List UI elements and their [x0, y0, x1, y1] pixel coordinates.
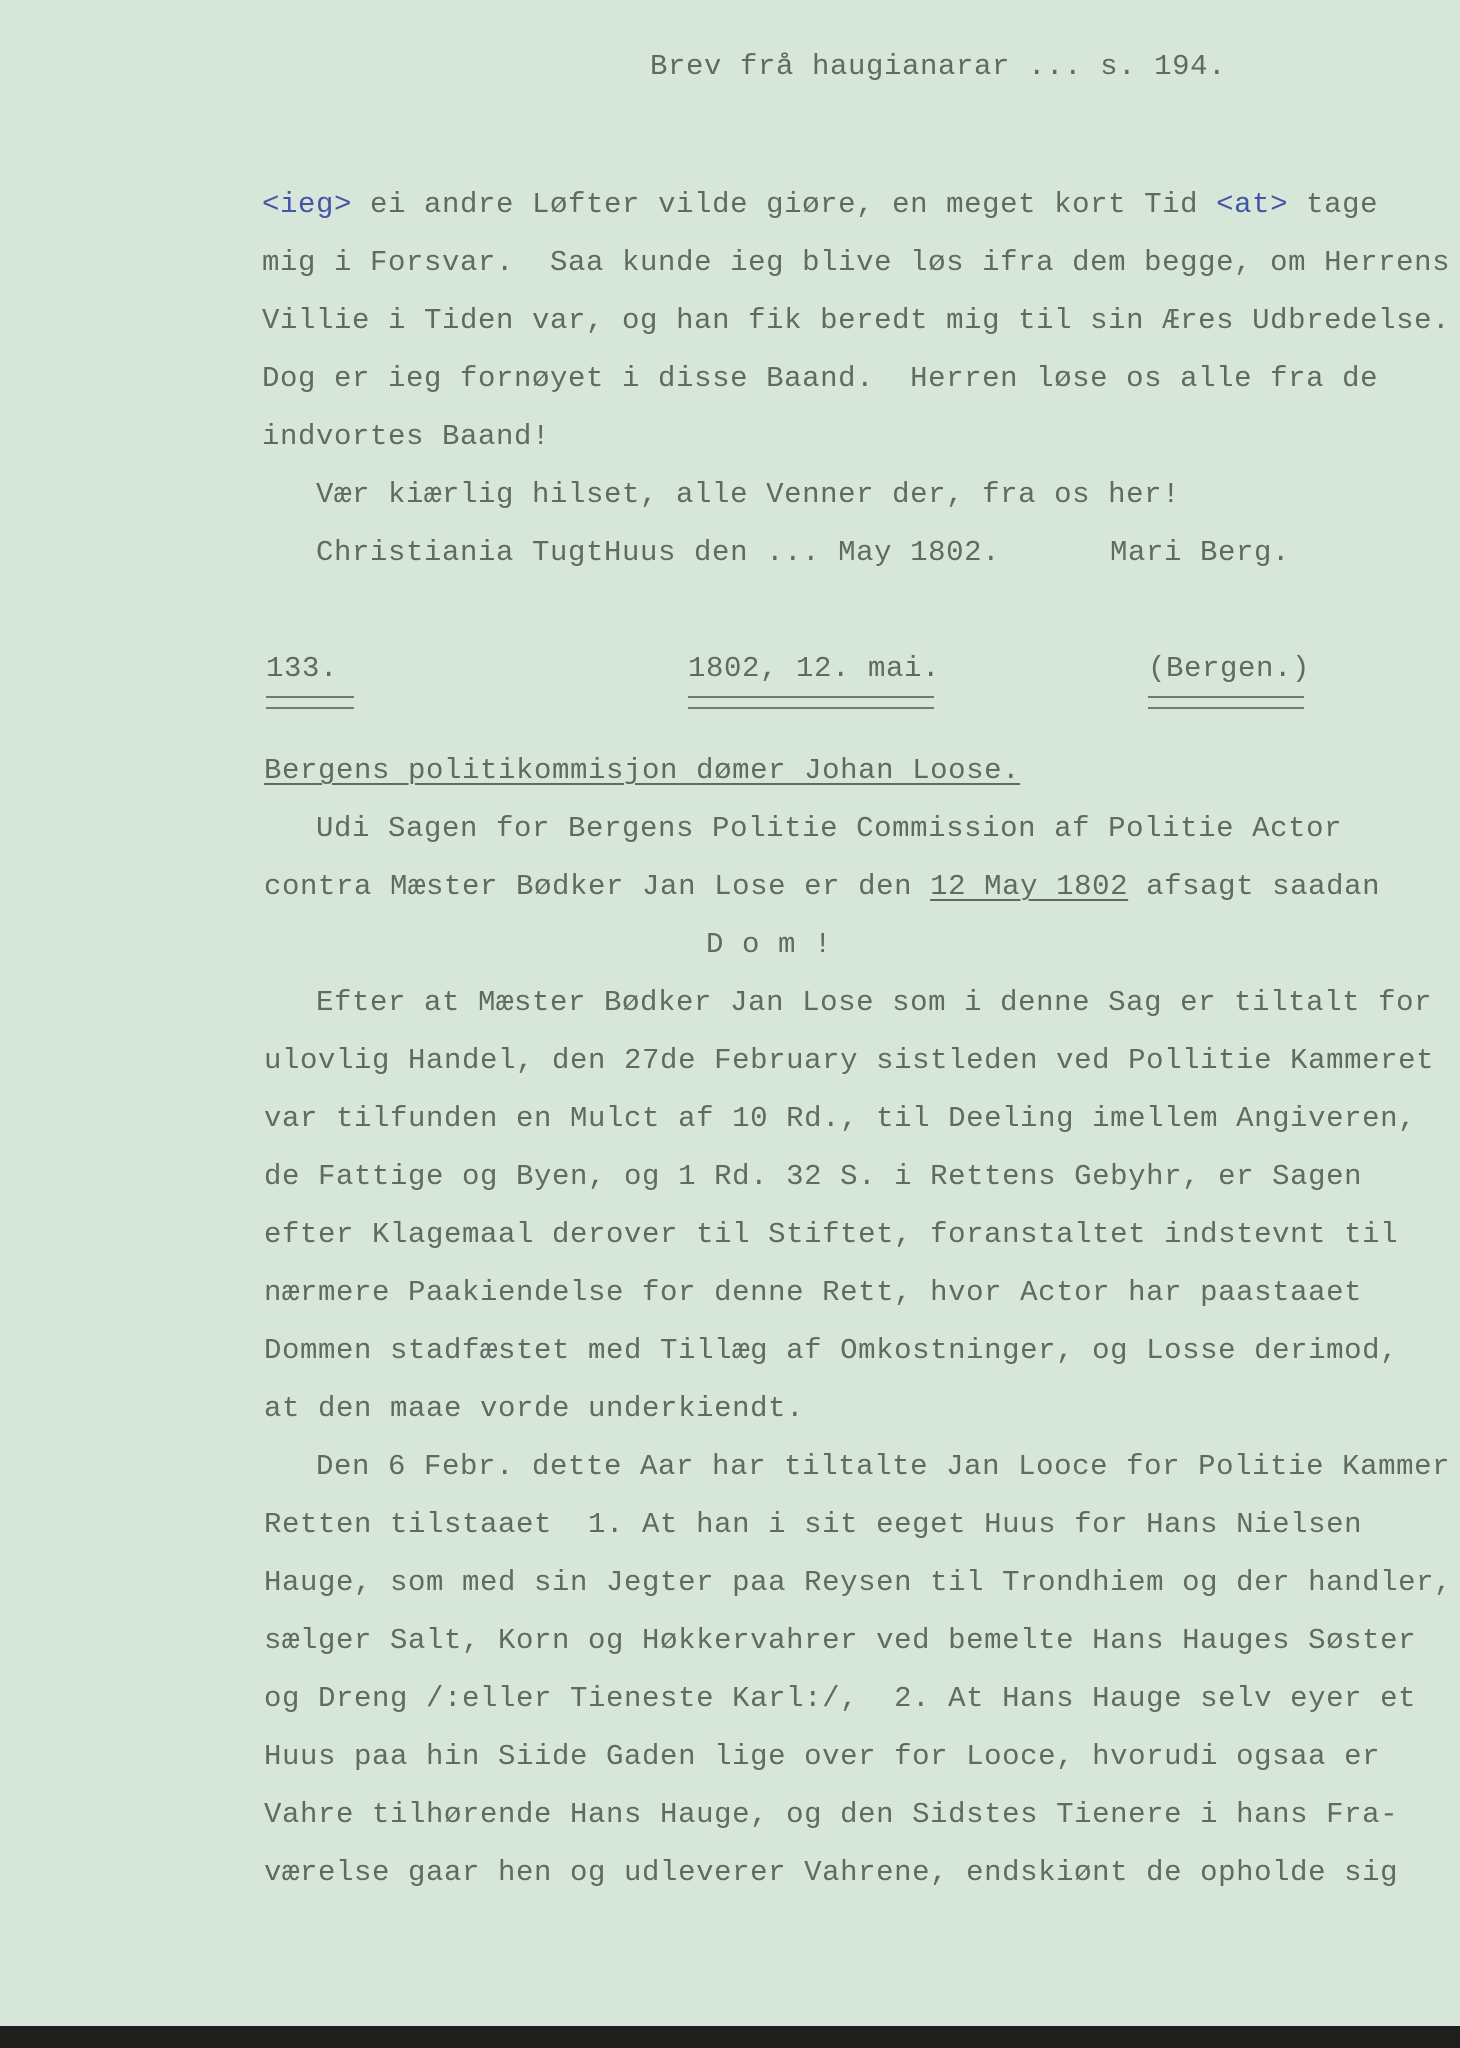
judgment-heading: D o m ! — [706, 928, 833, 961]
intro-line-2: contra Mæster Bødker Jan Lose er den 12 May 1802 afsagt saadan — [264, 870, 1381, 903]
paragraph-line: Huus paa hin Siide Gaden lige over for Looce, hvorudi ogsaa er — [264, 1740, 1381, 1773]
paragraph-line: ulovlig Handel, den 27de February sistleden ved Pollitie Kammeret — [264, 1044, 1435, 1077]
paragraph-line: efter Klagemaal derover til Stiftet, foranstaltet indstevnt til — [264, 1218, 1399, 1251]
paragraph-line: Efter at Mæster Bødker Jan Lose som i denne Sag er tiltalt for — [316, 986, 1433, 1019]
editorial-insertion: <ieg> — [262, 188, 353, 221]
letter-line-1: <ieg> ei andre Løfter vilde giøre, en meget kort Tid <at> tage — [262, 188, 1379, 221]
letter-line: mig i Forsvar. Saa kunde ieg blive løs ifra dem begge, om Herrens — [262, 246, 1451, 279]
paragraph-line: Retten tilstaaet 1. At han i sit eeget Huus for Hans Nielsen — [264, 1508, 1363, 1541]
scan-edge — [0, 2026, 1460, 2048]
double-underline — [688, 696, 934, 709]
paragraph-line: værelse gaar hen og udleverer Vahrene, endskiønt de opholde sig — [264, 1856, 1399, 1889]
letter-place-date: Christiania TugtHuus den ... May 1802. — [316, 536, 1001, 569]
entry-number: 133. — [266, 652, 339, 685]
entry-title: Bergens politikommisjon dømer Johan Loose. — [264, 754, 1021, 787]
paragraph-line: de Fattige og Byen, og 1 Rd. 32 S. i Rettens Gebyhr, er Sagen — [264, 1160, 1363, 1193]
paragraph-line: Den 6 Febr. dette Aar har tiltalte Jan Looce for Politie Kammer — [316, 1450, 1451, 1483]
page-header: Brev frå haugianarar ... s. 194. — [650, 50, 1227, 83]
editorial-insertion: <at> — [1216, 188, 1289, 221]
paragraph-line: var tilfunden en Mulct af 10 Rd., til Deeling imellem Angiveren, — [264, 1102, 1417, 1135]
paragraph-line: og Dreng /:eller Tieneste Karl:/, 2. At Hans Hauge selv eyer et — [264, 1682, 1417, 1715]
letter-line: Vær kiærlig hilset, alle Venner der, fra os her! — [316, 478, 1181, 511]
entry-place: (Bergen.) — [1148, 652, 1311, 685]
paragraph-line: Vahre tilhørende Hans Hauge, og den Sidstes Tienere i hans Fra- — [264, 1798, 1399, 1831]
paragraph-line: nærmere Paakiendelse for denne Rett, hvor Actor har paastaaet — [264, 1276, 1363, 1309]
paragraph-line: sælger Salt, Korn og Høkkervahrer ved bemelte Hans Hauges Søster — [264, 1624, 1417, 1657]
paragraph-line: at den maae vorde underkiendt. — [264, 1392, 805, 1425]
letter-line: Dog er ieg fornøyet i disse Baand. Herren løse os alle fra de — [262, 362, 1379, 395]
letter-line: Villie i Tiden var, og han fik beredt mig til sin Æres Udbredelse. — [262, 304, 1451, 337]
intro-date: 12 May 1802 — [930, 870, 1129, 903]
letter-signature: Mari Berg. — [1110, 536, 1291, 569]
double-underline — [1148, 696, 1304, 709]
double-underline — [266, 696, 354, 709]
intro-line: Udi Sagen for Bergens Politie Commission af Politie Actor — [316, 812, 1343, 845]
entry-date: 1802, 12. mai. — [688, 652, 941, 685]
paragraph-line: Hauge, som med sin Jegter paa Reysen til Trondhiem og der handler, — [264, 1566, 1453, 1599]
paragraph-line: Dommen stadfæstet med Tillæg af Omkostninger, og Losse derimod, — [264, 1334, 1399, 1367]
letter-line: indvortes Baand! — [262, 420, 551, 453]
